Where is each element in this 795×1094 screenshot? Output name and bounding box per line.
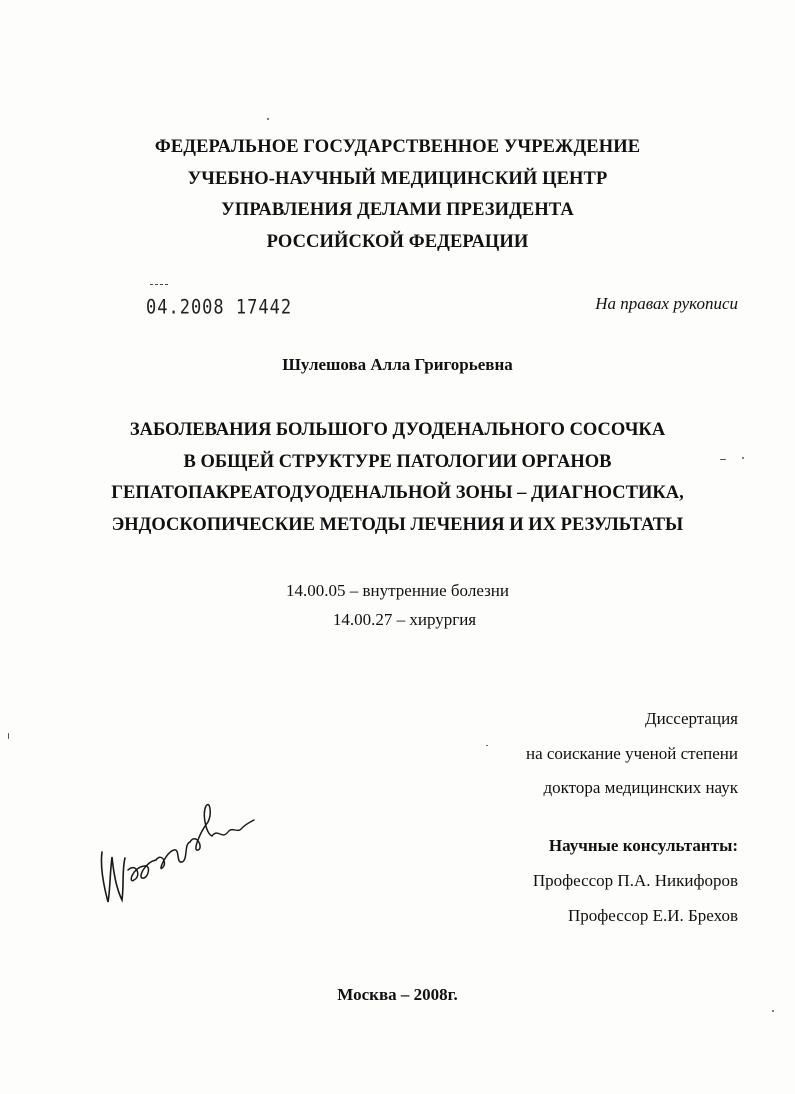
institution-line-4: РОССИЙСКОЙ ФЕДЕРАЦИИ [266, 231, 529, 252]
specialty-line-1: 14.00.05 – внутренние болезни [286, 581, 509, 600]
scan-speck [486, 745, 488, 746]
scan-speck [720, 459, 726, 460]
scan-speck [8, 733, 9, 739]
city-and-year: Москва – 2008г. [337, 985, 458, 1004]
scan-speck [742, 457, 744, 459]
consultant-name-2: Профессор Е.И. Брехов [568, 906, 738, 925]
institution-line-2: УЧЕБНО-НАУЧНЫЙ МЕДИЦИНСКИЙ ЦЕНТР [187, 168, 608, 189]
handwritten-signature [92, 792, 262, 912]
consultant-name-1: Профессор П.А. Никифоров [532, 871, 738, 890]
title-line-1: ЗАБОЛЕВАНИЯ БОЛЬШОГО ДУОДЕНАЛЬНОГО СОСОЧКА [129, 420, 666, 440]
author-name: Шулешова Алла Григорьевна [282, 355, 513, 374]
scan-speck [772, 1010, 774, 1012]
title-line-2: В ОБЩЕЙ СТРУКТУРЕ ПАТОЛОГИИ ОРГАНОВ [183, 451, 612, 472]
consultants-heading: Научные консультанты: [548, 836, 738, 855]
degree-line-1: Диссертация [644, 709, 738, 728]
degree-line-3: доктора медицинских наук [543, 778, 738, 797]
institution-line-3: УПРАВЛЕНИЯ ДЕЛАМИ ПРЕЗИДЕНТА [221, 200, 574, 220]
rights-note: На правах рукописи [595, 294, 738, 313]
title-line-3: ГЕПАТОПАКРЕАТОДУОДЕНАЛЬНОЙ ЗОНЫ – ДИАГНОСТИКА, [111, 483, 684, 503]
stamp-mark [150, 284, 168, 289]
title-line-4: ЭНДОСКОПИЧЕСКИЕ МЕТОДЫ ЛЕЧЕНИЯ И ИХ РЕЗУЛЬТАТЫ [111, 514, 684, 535]
scan-speck [267, 118, 269, 120]
degree-line-2: на соискание ученой степени [525, 743, 738, 763]
scientific-consultants [533, 828, 738, 933]
specialty-codes [0, 576, 795, 634]
institution-line-1: ФЕДЕРАЛЬНОЕ ГОСУДАРСТВЕННОЕ УЧРЕЖДЕНИЕ [154, 137, 641, 157]
registration-stamp-number: 04.2008 17442 [146, 296, 293, 319]
dissertation-title [0, 415, 795, 541]
degree-statement [526, 702, 738, 806]
institution-header [0, 132, 795, 258]
specialty-line-2: 14.00.27 – хирургия [332, 610, 477, 629]
